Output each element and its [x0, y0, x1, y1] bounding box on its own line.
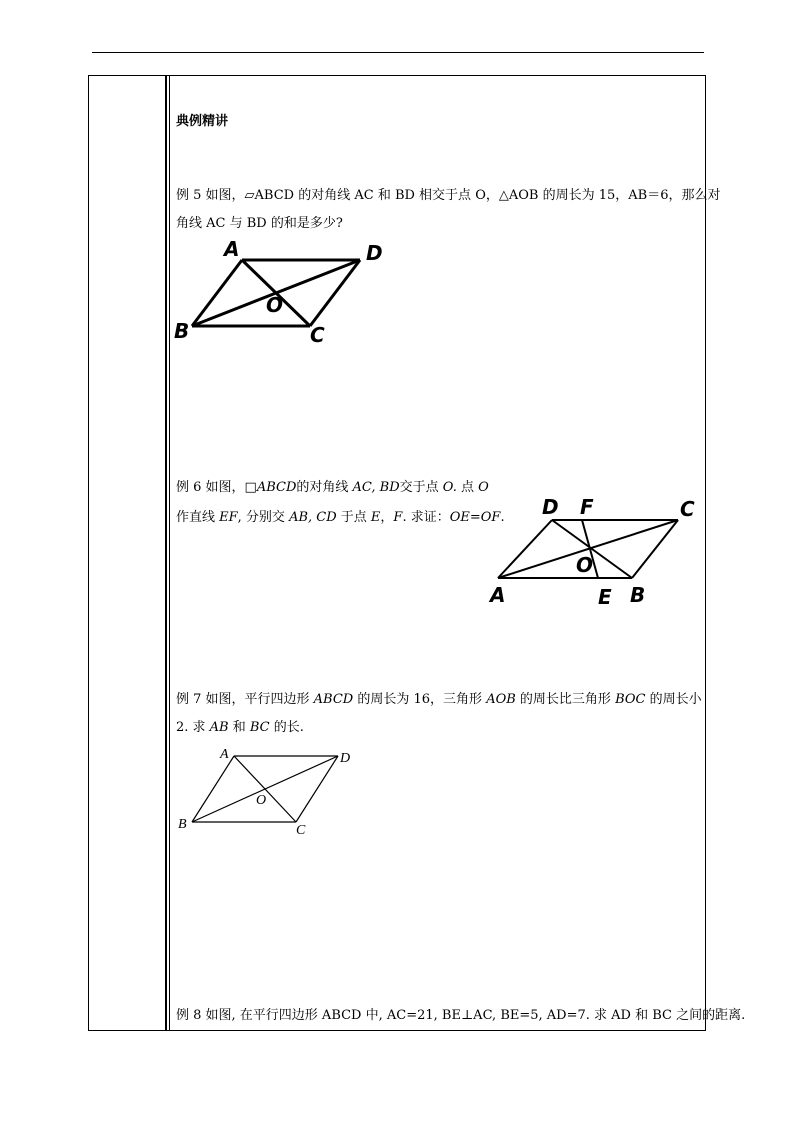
ex6-text: , 分别交 [237, 510, 290, 525]
ex6-abcd: ABCD [256, 480, 297, 495]
ex6-acbd: AC, BD [352, 480, 400, 495]
label-o: O [266, 293, 284, 317]
diagonal-bd [192, 756, 338, 822]
ex7-text: 的周长为 16，三角形 [353, 692, 487, 707]
ex6-e: E [370, 510, 381, 525]
example6-line1 [176, 480, 489, 496]
label-a: A [224, 238, 240, 261]
ex7-boc: BOC [615, 692, 646, 707]
label-f: F [580, 495, 594, 519]
parallelogram-abcd [192, 756, 338, 822]
ex6-text: 的对角线 [296, 480, 353, 495]
ex7-text: 例 7 如图，平行四边形 [176, 692, 314, 707]
example5-line1: 例 5 如图，▱ABCD 的对角线 AC 和 BD 相交于点 O，△AOB 的周长为 15，AB＝6，那么对 [176, 188, 721, 203]
ex7-bc: BC [249, 720, 270, 735]
ex6-text: 例 6 如图，□ [176, 480, 257, 495]
label-e: E [598, 585, 612, 609]
ex6-text: 交于点 [399, 480, 443, 495]
header-rule [92, 52, 704, 53]
column-divider-inner [169, 75, 170, 1031]
ex6-text: ， [380, 510, 394, 525]
label-d: D [542, 495, 559, 519]
label-b: B [174, 319, 190, 343]
example6-figure [486, 490, 706, 610]
side-cb [632, 520, 678, 578]
label-c: C [296, 823, 306, 838]
label-c: C [680, 497, 695, 521]
ex7-aob: AOB [486, 692, 516, 707]
example7-figure [172, 742, 372, 842]
label-o: O [256, 793, 267, 808]
ex6-o: O [478, 480, 489, 495]
ex6-equation: OE=OF [449, 510, 501, 525]
example8-line1: 例 8 如图, 在平行四边形 ABCD 中, AC=21, BE⊥AC, BE=5, AD=7. 求 AD 和 BC 之间的距离. [176, 1008, 746, 1023]
label-d: D [366, 241, 383, 265]
ex6-f: F [393, 510, 403, 525]
label-a: A [220, 747, 229, 762]
example7-line2 [176, 720, 304, 736]
column-divider [165, 75, 167, 1031]
label-a: A [490, 583, 506, 607]
ex6-text: 点 [456, 480, 479, 495]
ex7-text: 的周长小 [645, 692, 702, 707]
ex6-text: . 求证： [402, 510, 450, 525]
ex6-abcd: AB, CD [289, 510, 337, 525]
example7-line1 [176, 692, 702, 708]
ex7-text: 的周长比三角形 [515, 692, 616, 707]
label-d: D [340, 751, 351, 766]
label-b: B [178, 817, 187, 832]
example5-line2: 角线 AC 与 BD 的和是多少? [176, 216, 343, 231]
ex6-ef: EF [219, 510, 238, 525]
ex7-ab: AB [209, 720, 229, 735]
ex6-text: 作直线 [176, 510, 220, 525]
ex6-text: 于点 [336, 510, 371, 525]
label-b: B [630, 583, 646, 607]
ex7-text: 2. 求 [176, 720, 210, 735]
ex6-text: . [500, 510, 505, 525]
ex7-text: 和 [228, 720, 250, 735]
example5-figure [170, 238, 400, 348]
label-c: C [310, 323, 325, 347]
ex7-text: 的长. [269, 720, 304, 735]
example6-line2 [176, 510, 505, 526]
ex6-o: O. [442, 480, 457, 495]
section-title: 典例精讲 [176, 114, 229, 129]
label-o: O [576, 553, 594, 577]
ex7-abcd: ABCD [313, 692, 354, 707]
